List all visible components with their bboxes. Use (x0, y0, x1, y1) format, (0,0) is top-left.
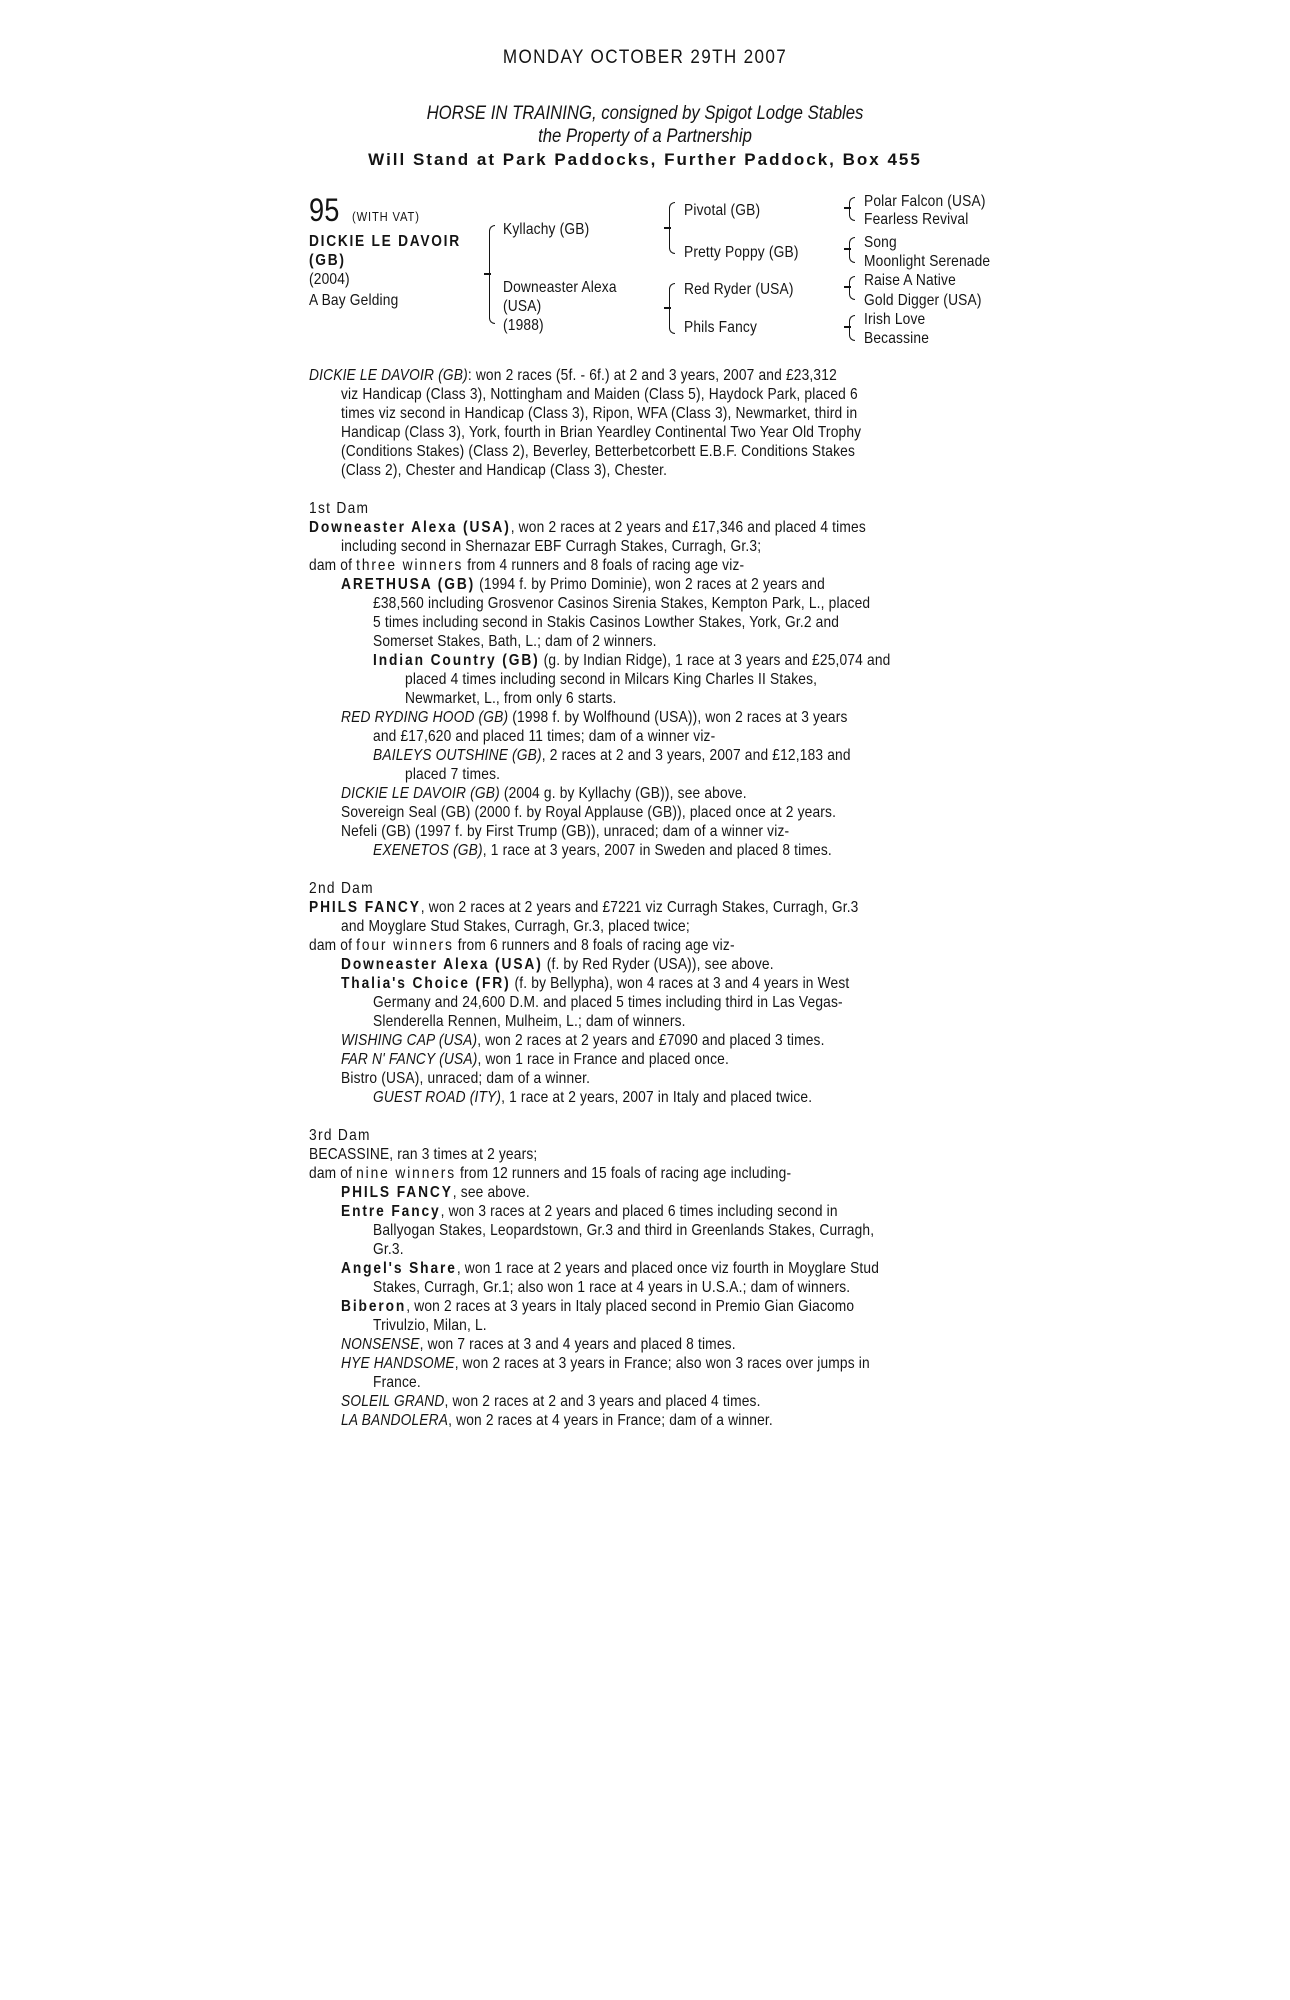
dam3-line (309, 1164, 791, 1183)
pedigree-brace (669, 283, 675, 334)
lot-number: 95 (309, 192, 340, 228)
produce-text: (f. by Red Ryder (USA)), see above. (542, 956, 774, 973)
pedigree-brace (489, 225, 495, 324)
record-line: times viz second in Handicap (Class 3), Ripon, WFA (Class 3), Newmarket, third in (341, 405, 858, 422)
produce-line: placed 7 times. (405, 766, 501, 783)
pedigree-gen3: Becassine (864, 330, 930, 347)
dam3-line: BECASSINE, ran 3 times at 2 years; (309, 1146, 538, 1163)
produce-text: (1998 f. by Wolfhound (USA)), won 2 races at 3 years (508, 709, 848, 726)
produce-text: , 1 race at 3 years, 2007 in Sweden and placed 8 times. (482, 842, 832, 859)
produce-name: RED RYDING HOOD (GB) (341, 709, 509, 726)
produce-name: ARETHUSA (GB) (341, 576, 476, 593)
produce-text: (f. by Bellypha), won 4 races at 3 and 4 years in West (510, 975, 850, 992)
produce-text: , won 2 races at 4 years in France; dam of a winner. (448, 1412, 773, 1429)
vat-note: (WITH VAT) (352, 209, 420, 224)
pedigree-sire-dam: Pretty Poppy (GB) (684, 244, 799, 261)
produce-line: placed 4 times including second in Milcars King Charles II Stakes, (405, 671, 818, 688)
produce-name: Angel's Share (341, 1260, 457, 1277)
produce-line (373, 651, 890, 670)
produce-text: , won 2 races at 3 years in Italy placed second in Premio Gian Giacomo (406, 1298, 855, 1315)
dam3-text: from 12 runners and 15 foals of racing age including- (456, 1165, 792, 1182)
pedigree-brace (849, 276, 855, 300)
pedigree-sire-sire: Pivotal (GB) (684, 202, 761, 219)
produce-line: and £17,620 and placed 11 times; dam of a winner viz- (373, 728, 716, 745)
produce-text: , 1 race at 2 years, 2007 in Italy and placed twice. (501, 1089, 813, 1106)
dam1-text: , won 2 races at 2 years and £17,346 and placed 4 times (510, 519, 866, 536)
record-line (309, 366, 837, 385)
produce-text: , see above. (452, 1184, 530, 1201)
pedigree-gen3: Polar Falcon (USA) (864, 193, 986, 210)
produce-line: Gr.3. (373, 1241, 404, 1258)
dam2-text: , won 2 races at 2 years and £7221 viz Curragh Stakes, Curragh, Gr.3 (420, 899, 859, 916)
dam2-line: and Moyglare Stud Stakes, Curragh, Gr.3, placed twice; (341, 918, 690, 935)
second-dam-heading: 2nd Dam (309, 880, 374, 897)
record-horse-name: DICKIE LE DAVOIR (GB) (309, 367, 468, 384)
produce-name: DICKIE LE DAVOIR (GB) (341, 785, 500, 802)
produce-name: Entre Fancy (341, 1203, 441, 1220)
produce-line: Sovereign Seal (GB) (2000 f. by Royal Applause (GB)), placed once at 2 years. (341, 804, 837, 821)
first-dam-heading: 1st Dam (309, 500, 370, 517)
produce-text: , won 3 races at 2 years and placed 6 times including second in (440, 1203, 838, 1220)
lot-subtitle: the Property of a Partnership (538, 126, 752, 147)
produce-line: £38,560 including Grosvenor Casinos Sirenia Stakes, Kempton Park, L., placed (373, 595, 871, 612)
dam2-line (309, 898, 859, 917)
pedigree-gen3: Raise A Native (864, 272, 956, 289)
produce-line: 5 times including second in Stakis Casinos Lowther Stakes, York, Gr.2 and (373, 614, 840, 631)
produce-name: WISHING CAP (USA) (341, 1032, 478, 1049)
produce-line: Germany and 24,600 D.M. and placed 5 times including third in Las Vegas- (373, 994, 843, 1011)
pedigree-brace (849, 315, 855, 341)
produce-line (341, 1392, 761, 1411)
pedigree-gen3: Moonlight Serenade (864, 253, 991, 270)
produce-line (341, 575, 825, 594)
produce-text: , won 2 races at 3 years in France; also won 3 races over jumps in (454, 1355, 870, 1372)
produce-name: SOLEIL GRAND (341, 1393, 445, 1410)
dam3-text: dam of (309, 1165, 357, 1182)
dam1-line (309, 556, 744, 575)
record-line: (Conditions Stakes) (Class 2), Beverley, Betterbetcorbett E.B.F. Conditions Stakes (341, 443, 856, 460)
pedigree-dam: Downeaster Alexa (503, 279, 617, 296)
produce-line (341, 1050, 729, 1069)
produce-text: , won 1 race in France and placed once. (477, 1051, 729, 1068)
produce-name: FAR N' FANCY (USA) (341, 1051, 478, 1068)
pedigree-dam-dam: Phils Fancy (684, 319, 758, 336)
produce-line (341, 1202, 838, 1221)
winners-count: nine winners (356, 1165, 457, 1182)
pedigree-brace-tip (484, 273, 491, 275)
produce-line: Bistro (USA), unraced; dam of a winner. (341, 1070, 591, 1087)
produce-line: Ballyogan Stakes, Leopardstown, Gr.3 and third in Greenlands Stakes, Curragh, (373, 1222, 875, 1239)
pedigree-brace-tip (844, 248, 851, 250)
produce-text: , won 7 races at 3 and 4 years and placed 8 times. (419, 1336, 736, 1353)
winners-count: three winners (356, 557, 464, 574)
produce-name: EXENETOS (GB) (373, 842, 483, 859)
record-line: Handicap (Class 3), York, fourth in Brian Yeardley Continental Two Year Old Trophy (341, 424, 862, 441)
horse-year: (2004) (309, 271, 350, 288)
produce-line (373, 746, 851, 765)
produce-line: France. (373, 1374, 421, 1391)
dam1-text: from 4 runners and 8 foals of racing age viz- (463, 557, 745, 574)
pedigree-brace-tip (664, 307, 671, 309)
produce-name: Thalia's Choice (FR) (341, 975, 511, 992)
produce-line: Slenderella Rennen, Mulheim, L.; dam of winners. (373, 1013, 686, 1030)
pedigree-sire: Kyllachy (GB) (503, 221, 590, 238)
horse-name-country: (GB) (309, 252, 346, 269)
dam2-name: PHILS FANCY (309, 899, 421, 916)
produce-line (341, 1183, 530, 1202)
produce-line (341, 1031, 825, 1050)
dam1-line (309, 518, 866, 537)
produce-name: HYE HANDSOME (341, 1355, 455, 1372)
produce-line (341, 1259, 879, 1278)
pedigree-gen3: Fearless Revival (864, 211, 969, 228)
record-line: viz Handicap (Class 3), Nottingham and Maiden (Class 5), Haydock Park, placed 6 (341, 386, 858, 403)
horse-name: DICKIE LE DAVOIR (309, 233, 461, 250)
produce-text: , won 1 race at 2 years and placed once viz fourth in Moyglare Stud (456, 1260, 880, 1277)
produce-name: PHILS FANCY (341, 1184, 453, 1201)
produce-line (341, 708, 848, 727)
produce-line (341, 1411, 773, 1430)
produce-line: Newmarket, L., from only 6 starts. (405, 690, 617, 707)
produce-name: NONSENSE (341, 1336, 420, 1353)
pedigree-gen3: Irish Love (864, 311, 926, 328)
record-text: : won 2 races (5f. - 6f.) at 2 and 3 years, 2007 and £23,312 (467, 367, 837, 384)
produce-text: , 2 races at 2 and 3 years, 2007 and £12,183 and (541, 747, 851, 764)
produce-line (341, 1354, 870, 1373)
winners-count: four winners (356, 937, 454, 954)
produce-text: (1994 f. by Primo Dominie), won 2 races at 2 years and (475, 576, 825, 593)
lot-title (77, 103, 1212, 125)
produce-line (341, 1297, 854, 1316)
lot-title-consignor: , consigned by Spigot Lodge Stables (591, 103, 864, 124)
pedigree-brace-tip (844, 207, 851, 209)
dam2-line (309, 936, 735, 955)
pedigree-brace (849, 197, 855, 221)
produce-name: Indian Country (GB) (373, 652, 540, 669)
pedigree-gen3: Song (864, 234, 897, 251)
pedigree-brace (849, 237, 855, 263)
pedigree-dam-sire: Red Ryder (USA) (684, 281, 794, 298)
produce-line: Stakes, Curragh, Gr.1; also won 1 race at 4 years in U.S.A.; dam of winners. (373, 1279, 851, 1296)
produce-line (341, 955, 774, 974)
produce-line (373, 841, 832, 860)
pedigree-dam-year: (1988) (503, 317, 544, 334)
dam1-text: dam of (309, 557, 357, 574)
pedigree-brace-tip (664, 227, 671, 229)
third-dam-heading: 3rd Dam (309, 1127, 371, 1144)
produce-line (341, 1335, 736, 1354)
sale-date: MONDAY OCTOBER 29TH 2007 (502, 47, 788, 68)
produce-line (341, 974, 849, 993)
dam1-name: Downeaster Alexa (USA) (309, 519, 511, 536)
produce-name: Downeaster Alexa (USA) (341, 956, 543, 973)
produce-text: , won 2 races at 2 years and £7090 and placed 3 times. (477, 1032, 825, 1049)
produce-name: Biberon (341, 1298, 407, 1315)
dam2-text: from 6 runners and 8 foals of racing age viz- (453, 937, 735, 954)
pedigree-dam-country: (USA) (503, 298, 542, 315)
produce-text: , won 2 races at 2 and 3 years and placed 4 times. (444, 1393, 761, 1410)
produce-line (341, 784, 747, 803)
produce-line: Somerset Stakes, Bath, L.; dam of 2 winners. (373, 633, 657, 650)
dam1-line: including second in Shernazar EBF Curragh Stakes, Curragh, Gr.3; (341, 538, 762, 555)
lot-title-type: HORSE IN TRAINING (426, 103, 592, 124)
produce-line: Nefeli (GB) (1997 f. by First Trump (GB)), unraced; dam of a winner viz- (341, 823, 790, 840)
produce-line: Trivulzio, Milan, L. (373, 1317, 487, 1334)
produce-name: BAILEYS OUTSHINE (GB) (373, 747, 542, 764)
produce-name: GUEST ROAD (ITY) (373, 1089, 502, 1106)
produce-text: (2004 g. by Kyllachy (GB)), see above. (499, 785, 747, 802)
produce-line (373, 1088, 812, 1107)
pedigree-brace-tip (844, 286, 851, 288)
produce-text: (g. by Indian Ridge), 1 race at 3 years and £25,074 and (539, 652, 891, 669)
dam2-text: dam of (309, 937, 357, 954)
produce-name: LA BANDOLERA (341, 1412, 449, 1429)
pedigree-gen3: Gold Digger (USA) (864, 292, 982, 309)
horse-description: A Bay Gelding (309, 292, 399, 309)
pedigree-brace-tip (844, 326, 851, 328)
record-line: (Class 2), Chester and Handicap (Class 3), Chester. (341, 462, 668, 479)
stand-location: Will Stand at Park Paddocks, Further Paddock, Box 455 (368, 150, 922, 169)
